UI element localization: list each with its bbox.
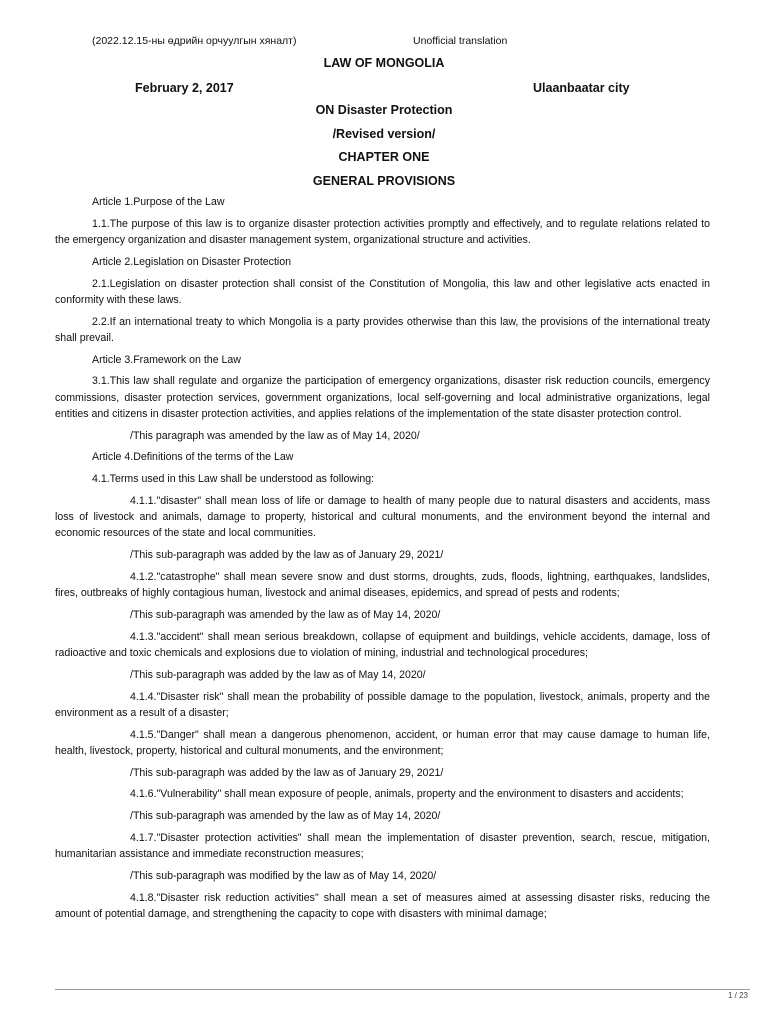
paragraph: 3.1.This law shall regulate and organize the participation of emergency organizations, disaster risk reduction councils, emergency commissions, disaster protection services, government organizations, local self-governing and local administrative organizations, legal entities and citizens in disaster protection activities, and applies relations of the implementation of the state disaster protection control.	[55, 375, 710, 420]
document-body	[55, 194, 710, 928]
amendment-note: /This paragraph was amended by the law as of May 14, 2020/	[130, 429, 420, 442]
paragraph: 2.1.Legislation on disaster protection shall consist of the Constitution of Mongolia, this law and other legislative acts enacted in conformity with these laws.	[55, 277, 710, 306]
amendment-note: /This sub-paragraph was amended by the law as of May 14, 2020/	[130, 810, 441, 823]
chapter-title: GENERAL PROVISIONS	[312, 174, 456, 188]
paragraph: 4.1.6."Vulnerability" shall mean exposure of people, animals, property and the environment to disasters and accidents;	[130, 788, 684, 801]
paragraph: 4.1.2."catastrophe" shall mean severe snow and dust storms, droughts, zuds, floods, lightning, earthquakes, landslides, fires, outbreaks of highly contagious human, livestock and animal diseases, epidemics, and spread of pests and rodents;	[55, 570, 710, 600]
footer-divider	[55, 989, 750, 990]
amendment-note: /This sub-paragraph was added by the law as of May 14, 2020/	[130, 668, 426, 681]
law-subject: ON Disaster Protection	[315, 103, 453, 117]
article-heading: Article 4.Definitions of the terms of the Law	[92, 451, 294, 464]
article-heading: Article 1.Purpose of the Law	[92, 196, 225, 208]
chapter-number: CHAPTER ONE	[338, 150, 430, 164]
law-city: Ulaanbaatar city	[533, 81, 630, 95]
amendment-note: /This sub-paragraph was added by the law as of January 29, 2021/	[130, 549, 444, 562]
paragraph: 2.2.If an international treaty to which Mongolia is a party provides otherwise than this law, the provisions of the international treaty shall prevail.	[55, 315, 710, 344]
paragraph: 4.1.7."Disaster protection activities" shall mean the implementation of disaster prevention, search, rescue, mitigation, humanitarian assistance and immediate reconstruction measures;	[55, 831, 710, 861]
paragraph: 4.1.Terms used in this Law shall be understood as following:	[92, 473, 375, 486]
amendment-note: /This sub-paragraph was added by the law as of January 29, 2021/	[130, 766, 444, 779]
paragraph: 1.1.The purpose of this law is to organize disaster protection activities promptly and effectively, and to regulate relations related to the emergency organization and disaster management system, organizational structure and activities.	[55, 217, 710, 246]
paragraph: 4.1.1."disaster" shall mean loss of life or damage to health of many people due to natural disasters and accidents, mass loss of livestock and animals, damage to property, historical and cultural monuments, and the environment beyond the internal and economic resources of the state and local communities.	[55, 494, 710, 540]
paragraph: 4.1.4."Disaster risk" shall mean the probability of possible damage to the population, livestock, animals, property and the environment as a result of a disaster;	[55, 690, 710, 719]
article-heading: Article 2.Legislation on Disaster Protection	[92, 255, 292, 268]
paragraph: 4.1.8."Disaster risk reduction activities" shall mean a set of measures aimed at assessing disaster risks, reducing the amount of potential damage, and strengthening the capacity to cope with disasters with minimal damage;	[55, 891, 710, 920]
page-number: 1 / 23	[727, 991, 748, 1000]
paragraph: 4.1.3."accident" shall mean serious breakdown, collapse of equipment and buildings, vehicle accidents, damage, loss of radioactive and toxic chemicals and explosions due to violation of mining, industrial and technological procedures;	[55, 630, 710, 659]
amendment-note: /This sub-paragraph was modified by the law as of May 14, 2020/	[130, 869, 437, 882]
article-heading: Article 3.Framework on the Law	[92, 353, 241, 366]
translation-review-note: (2022.12.15-ны өдрийн орчуулгын хяналт)	[92, 35, 297, 47]
revision-note: /Revised version/	[332, 127, 436, 141]
paragraph: 4.1.5."Danger" shall mean a dangerous phenomenon, accident, or human error that may cause damage to human life, health, livestock, property, historical and cultural monuments, and the environment;	[55, 728, 710, 757]
amendment-note: /This sub-paragraph was amended by the law as of May 14, 2020/	[130, 608, 441, 621]
law-title: LAW OF MONGOLIA	[323, 56, 445, 70]
unofficial-translation-note: Unofficial translation	[413, 35, 508, 47]
law-date: February 2, 2017	[135, 81, 234, 95]
